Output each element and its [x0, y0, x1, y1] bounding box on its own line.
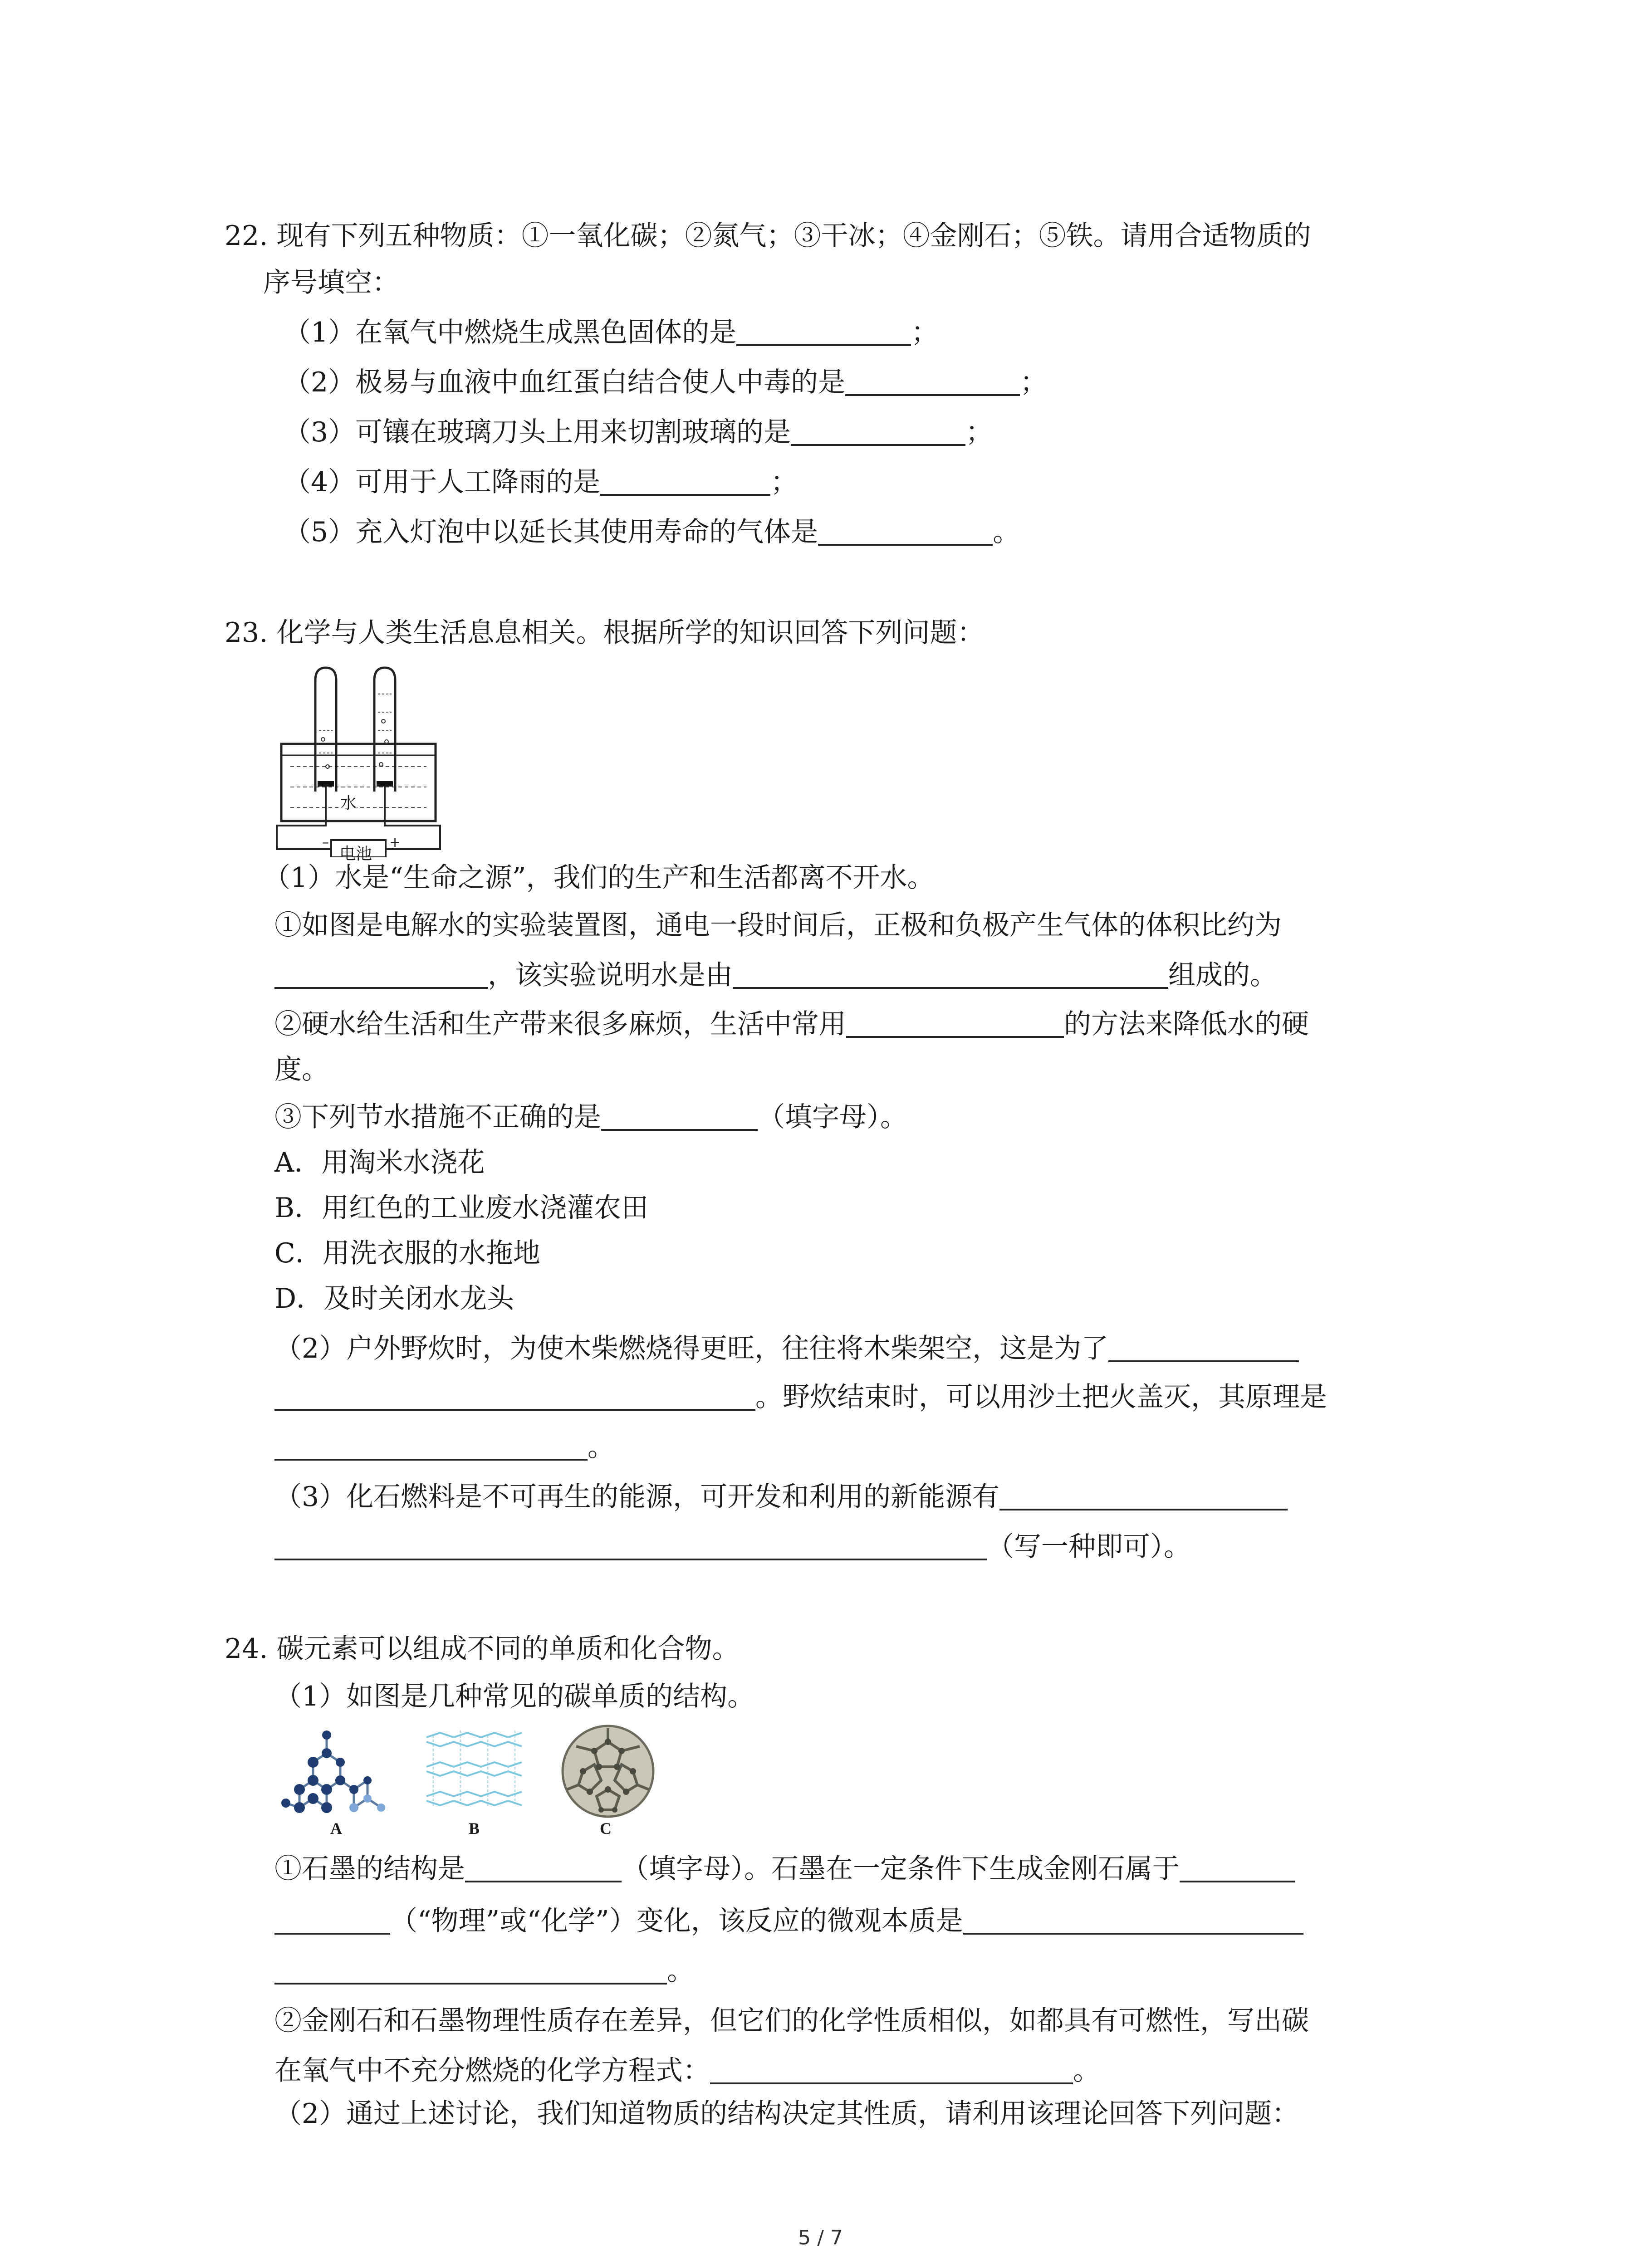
- q23-part2-cont: 。野炊结束时，可以用沙土把火盖灭，其原理是: [274, 1379, 1327, 1415]
- answer-blank[interactable]: [846, 1008, 1064, 1038]
- answer-blank[interactable]: [600, 466, 770, 496]
- diamond-structure-icon: [277, 1726, 395, 1817]
- q22-item-2: （2）极易与血液中血红蛋白结合使人中毒的是 ；: [284, 367, 1048, 398]
- figure-label-a: A: [330, 1819, 342, 1838]
- q22-stem-line2: 序号填空：: [263, 267, 399, 298]
- electrolysis-apparatus-figure: [272, 662, 445, 863]
- answer-blank[interactable]: [274, 959, 488, 989]
- q24-part1-a-cont: （“物理”或“化学”）变化，该反应的微观本质是: [274, 1903, 1303, 1939]
- answer-blank[interactable]: [601, 1101, 758, 1131]
- graphite-structure-figure: [420, 1724, 538, 1844]
- figure-label-b: B: [469, 1819, 480, 1838]
- q23-part1: （1）水是“生命之源”，我们的生产和生活都离不开水。: [263, 862, 935, 894]
- figure-label-c: C: [600, 1819, 612, 1838]
- answer-blank[interactable]: [274, 1905, 390, 1935]
- battery-label: 电池: [339, 845, 372, 863]
- answer-blank[interactable]: [736, 316, 911, 346]
- page-number: 5 / 7: [798, 2226, 843, 2249]
- q23-part2: （2）户外野炊时，为使木柴燃烧得更旺，往往将木柴架空，这是为了: [274, 1330, 1299, 1367]
- minus-sign: –: [322, 835, 329, 850]
- q23-option-a: A．用淘米水浇花: [274, 1147, 485, 1178]
- q22-item-4: （4）可用于人工降雨的是 ；: [284, 466, 798, 498]
- q23-part3-cont: （写一种即可）。: [274, 1529, 1191, 1565]
- answer-blank[interactable]: [818, 516, 993, 546]
- q23-option-d: D．及时关闭水龙头: [274, 1283, 514, 1315]
- answer-blank[interactable]: [274, 1431, 588, 1461]
- answer-blank[interactable]: [1180, 1853, 1295, 1882]
- q23-part3: （3）化石燃料是不可再生的能源，可开发和利用的新能源有: [274, 1479, 1288, 1515]
- answer-blank[interactable]: [1108, 1332, 1299, 1362]
- q23-part2-end: 。: [274, 1429, 615, 1465]
- q23-part1-b-cont: 度。: [274, 1054, 329, 1085]
- water-label: 水: [340, 790, 357, 813]
- q24-part1-a-end: 。: [274, 1953, 694, 1989]
- c60-structure-figure: [558, 1721, 662, 1844]
- q23-part1-b: ②硬水给生活和生产带来很多麻烦，生活中常用 的方法来降低水的硬: [274, 1008, 1309, 1040]
- answer-blank[interactable]: [465, 1853, 622, 1882]
- q24-stem: 24. 碳元素可以组成不同的单质和化合物。: [225, 1633, 740, 1665]
- q22-stem-line1: 22. 现有下列五种物质：①一氧化碳；②氮气；③干冰；④金刚石；⑤铁。请用合适物质的: [225, 220, 1311, 252]
- q22-item-3: （3）可镶在玻璃刀头上用来切割玻璃的是 ；: [284, 416, 993, 448]
- graphite-structure-icon: [420, 1724, 533, 1817]
- q24-part1-b: ②金刚石和石墨物理性质存在差异，但它们的化学性质相似，如都具有可燃性，写出碳: [274, 2005, 1309, 2037]
- q22-item-1: （1）在氧气中燃烧生成黑色固体的是 ；: [284, 317, 939, 348]
- answer-blank[interactable]: [791, 416, 965, 446]
- answer-blank[interactable]: [710, 2054, 1073, 2084]
- electrolysis-diagram: [272, 662, 445, 857]
- q24-part1-a: ①石墨的结构是 （填字母）。石墨在一定条件下生成金刚石属于: [274, 1851, 1295, 1887]
- q24-part2: （2）通过上述讨论，我们知道物质的结构决定其性质，请利用该理论回答下列问题：: [274, 2098, 1299, 2130]
- answer-blank[interactable]: [845, 366, 1020, 396]
- q23-part1-c: ③下列节水措施不正确的是 （填字母）。: [274, 1101, 907, 1133]
- q23-stem: 23. 化学与人类生活息息相关。根据所学的知识回答下列问题：: [225, 617, 985, 649]
- q24-part1-b-cont: 在氧气中不充分燃烧的化学方程式： 。: [274, 2055, 1100, 2087]
- q23-option-c: C．用洗衣服的水拖地: [274, 1237, 540, 1269]
- answer-blank[interactable]: [733, 959, 1168, 989]
- plus-sign: +: [389, 835, 401, 850]
- q22-item-5: （5）充入灯泡中以延长其使用寿命的气体是 。: [284, 516, 1020, 548]
- answer-blank[interactable]: [274, 1381, 755, 1411]
- answer-blank[interactable]: [274, 1955, 667, 1984]
- q23-part1-a: ①如图是电解水的实验装置图，通电一段时间后，正极和负极产生气体的体积比约为: [274, 909, 1282, 941]
- q23-part1-a-cont: ，该实验说明水是由 组成的。: [274, 957, 1277, 993]
- diamond-structure-figure: [277, 1726, 395, 1844]
- answer-blank[interactable]: [274, 1530, 987, 1560]
- fullerene-structure-icon: [558, 1721, 658, 1819]
- q23-option-b: B．用红色的工业废水浇灌农田: [274, 1192, 649, 1224]
- answer-blank[interactable]: [999, 1481, 1288, 1510]
- answer-blank[interactable]: [963, 1905, 1303, 1935]
- q24-part1: （1）如图是几种常见的碳单质的结构。: [274, 1681, 755, 1712]
